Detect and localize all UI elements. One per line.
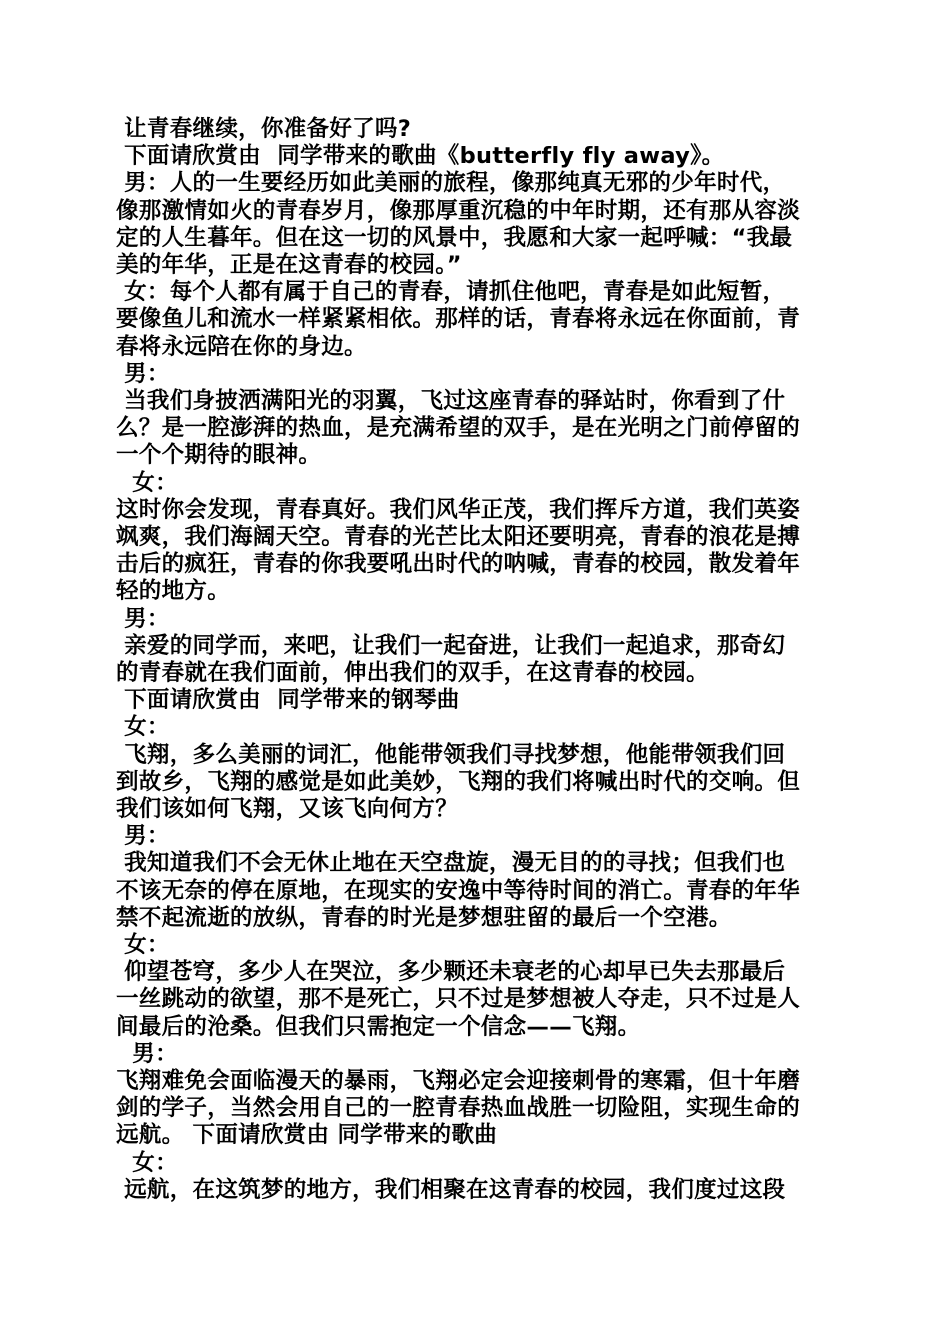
text-line: 女： (116, 469, 178, 496)
text-line: 击后的疯狂，青春的你我要吼出时代的呐喊，青春的校园，散发着年 (116, 551, 801, 578)
text-line: 仰望苍穹，多少人在哭泣，多少颗还未衰老的心却早已失去那最后 (116, 959, 786, 986)
text-line: 不该无奈的停在原地，在现实的安逸中等待时间的消亡。青春的年华 (116, 877, 801, 904)
text-line: 的青春就在我们面前，伸出我们的双手，在这青春的校园。 (116, 660, 709, 686)
text-line: 轻的地方。 (116, 578, 231, 605)
text-line: 美的年华，正是在这青春的校园。” (116, 252, 462, 278)
text-line: 飞翔，多么美丽的词汇，他能带领我们寻找梦想，他能带领我们回 (116, 741, 786, 768)
text-line: 春将永远陪在你的身边。 (116, 333, 367, 360)
text-line: 远航，在这筑梦的地方，我们相聚在这青春的校园，我们度过这段 (116, 1176, 786, 1203)
text-line: 下面请欣赏由 同学带来的歌曲《butterfly fly away》。 (116, 143, 725, 170)
text-line: 下面请欣赏由 同学带来的钢琴曲 (116, 687, 460, 714)
text-line: 当我们身披洒满阳光的羽翼，飞过这座青春的驿站时，你看到了什 (116, 388, 786, 414)
text-line: 让青春继续，你准备好了吗? (116, 116, 412, 142)
text-line: 女： (116, 932, 170, 958)
text-line: 像那激情如火的青春岁月，像那厚重沉稳的中年时期，还有那从容淡 (116, 197, 801, 224)
text-line: 剑的学子，当然会用自己的一腔青春热血战胜一切险阻，实现生命的 (116, 1095, 801, 1122)
text-line: 男： (116, 823, 170, 850)
text-line: 一个个期待的眼神。 (116, 442, 322, 469)
text-line: 这时你会发现，青春真好。我们风华正茂，我们挥斥方道，我们英姿 (116, 496, 801, 523)
text-line: 飞翔难免会面临漫天的暴雨，飞翔必定会迎接刺骨的寒霜，但十年磨 (116, 1068, 801, 1094)
text-line: 远航。 下面请欣赏由 同学带来的歌曲 (116, 1122, 498, 1149)
text-line: 女： (116, 714, 170, 741)
text-line: 一丝跳动的欲望，那不是死亡，只不过是梦想被人夺走，只不过是人 (116, 986, 801, 1013)
text-line: 男：人的一生要经历如此美丽的旅程，像那纯真无邪的少年时代， (116, 170, 786, 197)
text-line: 飒爽，我们海阔天空。青春的光芒比太阳还要明亮，青春的浪花是搏 (116, 524, 801, 550)
text-line: 亲爱的同学而，来吧，让我们一起奋进，让我们一起追求，那奇幻 (116, 632, 786, 659)
text-line: 我知道我们不会无休止地在天空盘旋，漫无目的的寻找；但我们也 (116, 850, 786, 877)
text-line: 要像鱼儿和流水一样紧紧相依。那样的话，青春将永远在你面前，青 (116, 306, 801, 333)
text-line: 定的人生暮年。但在这一切的风景中，我愿和大家一起呼喊：“我最 (116, 224, 793, 251)
text-line: 么？是一腔澎湃的热血，是充满希望的双手，是在光明之门前停留的 (116, 415, 801, 442)
text-line: 禁不起流逝的放纵，青春的时光是梦想驻留的最后一个空港。 (116, 904, 732, 931)
text-line: 女： (116, 1149, 178, 1176)
text-line: 到故乡，飞翔的感觉是如此美妙，飞翔的我们将喊出时代的交响。但 (116, 768, 801, 795)
text-line: 我们该如何飞翔，又该飞向何方？ (116, 796, 459, 822)
text-line: 间最后的沧桑。但我们只需抱定一个信念——飞翔。 (116, 1013, 641, 1040)
text-line: 男： (116, 605, 170, 632)
text-line: 男： (116, 1040, 178, 1067)
text-line: 男： (116, 360, 170, 387)
text-line: 女：每个人都有属于自己的青春，请抓住他吧，青春是如此短暂， (116, 279, 786, 306)
